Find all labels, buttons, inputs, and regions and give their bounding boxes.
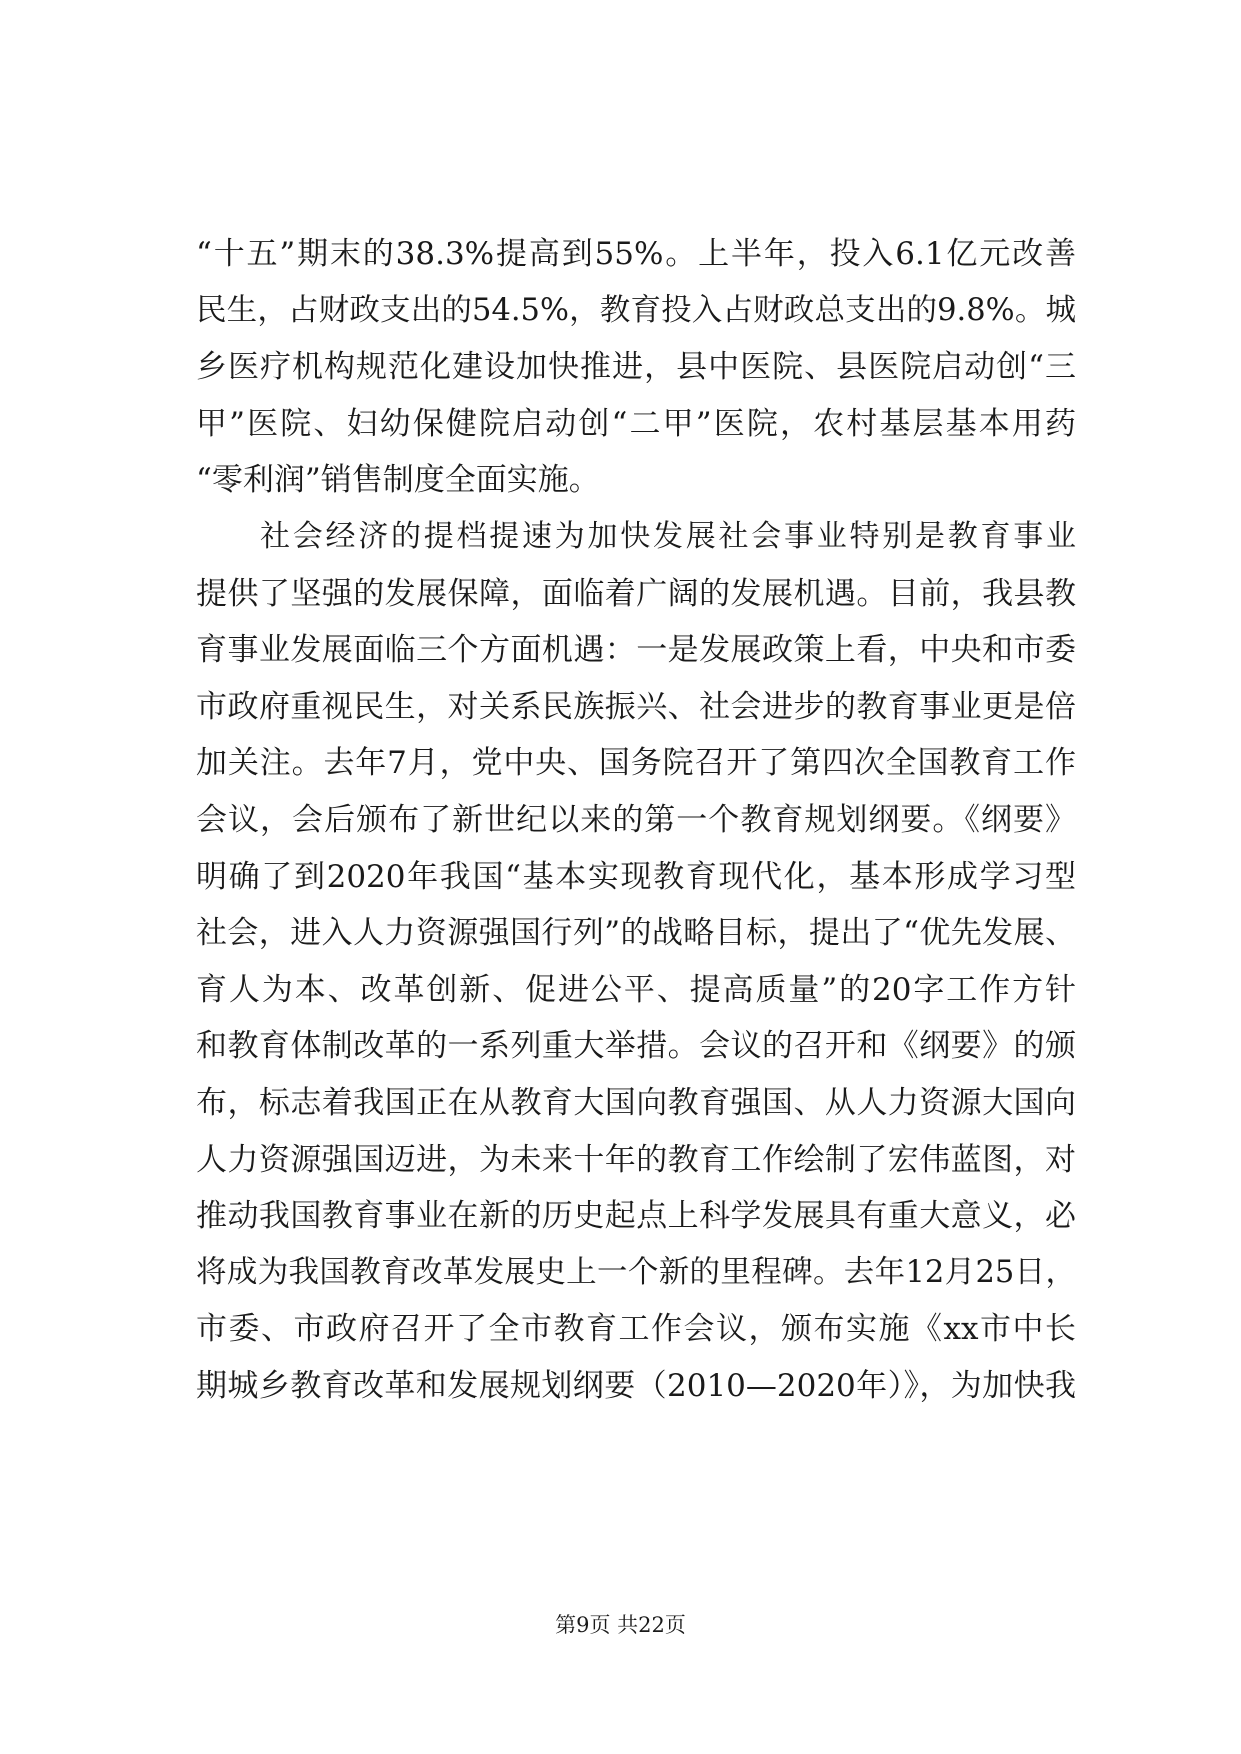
text-line: “零利润”销售制度全面实施。 xyxy=(196,462,600,499)
text-line: 期城乡教育改革和发展规划纲要（2010—2020年）》，为加快我 xyxy=(196,1367,1076,1404)
text-line: 提供了坚强的发展保障，面临着广阔的发展机遇。目前，我县教 xyxy=(196,575,1076,612)
paragraph-1 xyxy=(196,226,1076,509)
text-line: 甲”医院、妇幼保健院启动创“二甲”医院，农村基层基本用药 xyxy=(196,405,1076,442)
text-line: 和教育体制改革的一系列重大举措。会议的召开和《纲要》的颁 xyxy=(196,1028,1076,1065)
text-line: 人力资源强国迈进，为未来十年的教育工作绘制了宏伟蓝图，对 xyxy=(196,1141,1076,1178)
text-line: 社会经济的提档提速为加快发展社会事业特别是教育事业 xyxy=(260,518,1076,554)
text-line: 民生，占财政支出的54.5%，教育投入占财政总支出的9.8%。城 xyxy=(196,292,1076,328)
text-line: 市政府重视民生，对关系民族振兴、社会进步的教育事业更是倍 xyxy=(196,688,1076,725)
text-line: 育事业发展面临三个方面机遇：一是发展政策上看，中央和市委 xyxy=(196,632,1076,669)
paragraph-2 xyxy=(196,509,1076,1415)
document-body xyxy=(196,226,1076,1414)
text-line: 将成为我国教育改革发展史上一个新的里程碑。去年12月25日， xyxy=(196,1254,1076,1290)
text-line: 推动我国教育事业在新的历史起点上科学发展具有重大意义，必 xyxy=(196,1198,1076,1235)
text-line: 乡医疗机构规范化建设加快推进，县中医院、县医院启动创“三 xyxy=(196,349,1076,386)
text-line: 市委、市政府召开了全市教育工作会议，颁布实施《xx市中长 xyxy=(196,1311,1076,1348)
text-line: 育人为本、改革创新、促进公平、提高质量”的20字工作方针 xyxy=(196,971,1076,1008)
text-line: 会议，会后颁布了新世纪以来的第一个教育规划纲要。《纲要》 xyxy=(196,801,1076,838)
text-line: “十五”期末的38.3%提高到55%。上半年，投入6.1亿元改善 xyxy=(196,236,1076,272)
text-line: 加关注。去年7月，党中央、国务院召开了第四次全国教育工作 xyxy=(196,745,1076,782)
text-line: 明确了到2020年我国“基本实现教育现代化，基本形成学习型 xyxy=(196,858,1076,895)
text-line: 布，标志着我国正在从教育大国向教育强国、从人力资源大国向 xyxy=(196,1084,1076,1121)
page-number-footer: 第9页 共22页 xyxy=(555,1613,686,1637)
text-line: 社会，进入人力资源强国行列”的战略目标，提出了“优先发展、 xyxy=(196,915,1076,952)
